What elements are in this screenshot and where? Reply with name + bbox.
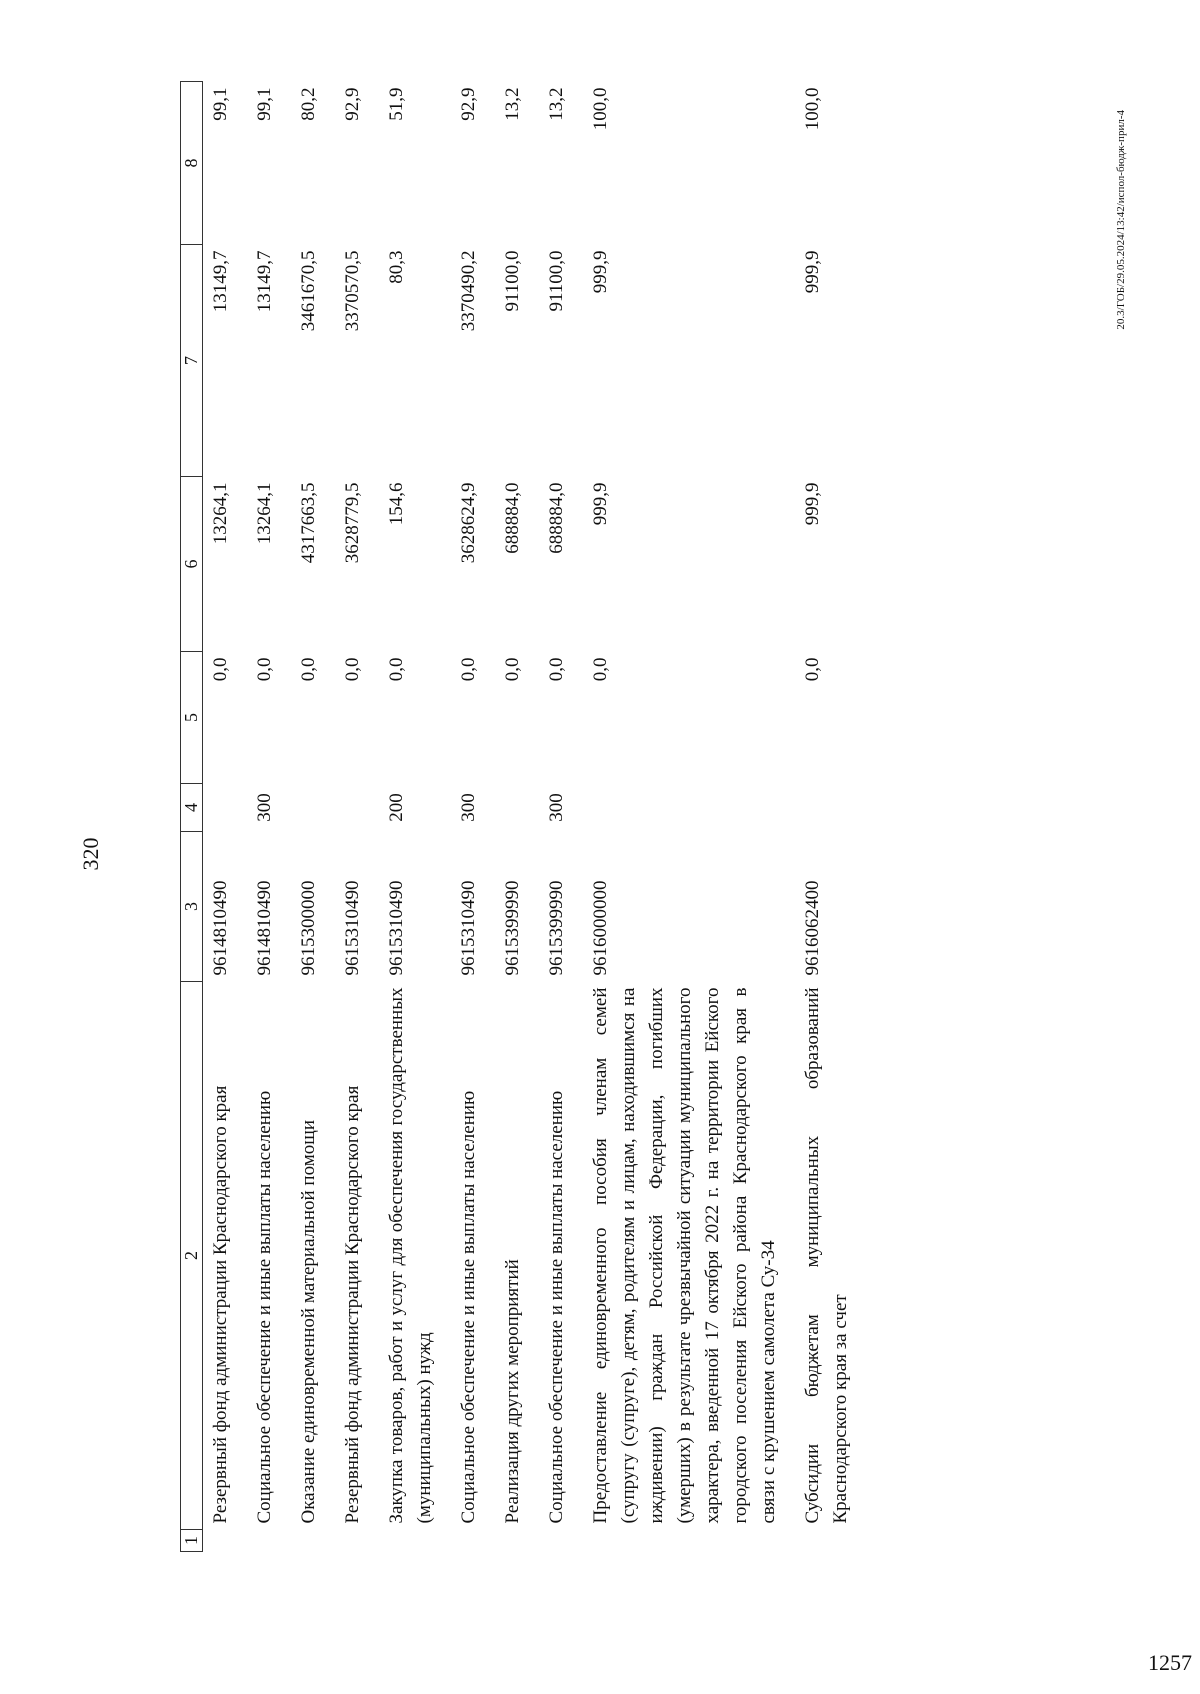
row-index <box>247 1530 291 1552</box>
row-code: 9616062400 <box>802 880 823 976</box>
row-col8: 80,2 <box>298 87 319 121</box>
row-col7: 3370490,2 <box>458 250 479 332</box>
row-col5: 0,0 <box>342 657 363 682</box>
row-type: 300 <box>546 793 567 822</box>
row-type <box>583 784 795 832</box>
row-type: 200 <box>386 793 407 822</box>
row-col5: 0,0 <box>298 657 319 682</box>
row-index <box>451 1530 495 1552</box>
row-col6: 688884,0 <box>502 482 523 554</box>
header-row <box>181 82 203 1552</box>
table-row <box>795 82 867 1552</box>
row-index <box>795 1530 867 1552</box>
row-col6: 999,9 <box>802 482 823 526</box>
row-name: Предоставление единовременного пособия членам семей (супругу (супруге), детям, родителям и лицам, находившимся на иждивении) граждан Российской Федерации, погибших (умерших) в результате чрезвычайной ситуации муниципального характера, введенной 17 октября 2022 г. на территории Ейского городского поселения Ейского района Краснодарского края в связи с крушением самолета Су-34 <box>590 987 779 1524</box>
row-name: Реализация других мероприятий <box>502 1259 523 1524</box>
row-col5: 0,0 <box>254 657 275 682</box>
row-code: 9615399990 <box>546 880 567 976</box>
row-name: Субсидии бюджетам муниципальных образований Краснодарского края за счет <box>802 987 851 1524</box>
row-col8: 51,9 <box>386 87 407 121</box>
row-col7: 3461670,5 <box>298 250 319 332</box>
row-type <box>291 784 335 832</box>
row-col7: 13149,7 <box>210 250 231 313</box>
table-row <box>335 82 379 1552</box>
row-index <box>291 1530 335 1552</box>
row-code: 9616000000 <box>590 880 611 976</box>
row-col8: 100,0 <box>590 87 611 131</box>
row-type <box>795 784 867 832</box>
row-name: Социальное обеспечение и иные выплаты населению <box>254 1090 275 1524</box>
col-header: 3 <box>181 832 203 982</box>
row-col6: 688884,0 <box>546 482 567 554</box>
row-index <box>203 1530 248 1552</box>
col-header: 5 <box>181 652 203 784</box>
col-header: 2 <box>181 982 203 1530</box>
row-col7: 999,9 <box>802 250 823 294</box>
row-name: Оказание единовременной материальной помощи <box>298 1119 319 1524</box>
page-number: 320 <box>78 837 103 871</box>
row-code: 9615399990 <box>502 880 523 976</box>
row-code: 9615310490 <box>342 880 363 976</box>
row-index <box>583 1530 795 1552</box>
row-index <box>335 1530 379 1552</box>
table-row <box>583 82 795 1552</box>
row-col6: 3628779,5 <box>342 482 363 564</box>
row-index <box>539 1530 583 1552</box>
sheet-number: 1257 <box>1148 1650 1192 1675</box>
row-col6: 13264,1 <box>254 482 275 545</box>
document-reference: 20.3/ГОБ/29.05.2024/13:42/испол-бюдж-прил-4 <box>1115 110 1127 330</box>
row-col6: 13264,1 <box>210 482 231 545</box>
col-header: 1 <box>181 1530 203 1552</box>
row-col8: 13,2 <box>502 87 523 121</box>
row-col8: 99,1 <box>210 87 231 121</box>
row-col5: 0,0 <box>590 657 611 682</box>
budget-table <box>180 81 867 1552</box>
row-col6: 3628624,9 <box>458 482 479 564</box>
row-code: 9615310490 <box>386 880 407 976</box>
table-row <box>495 82 539 1552</box>
row-col6: 154,6 <box>386 482 407 526</box>
row-col5: 0,0 <box>386 657 407 682</box>
col-header: 8 <box>181 82 203 245</box>
row-col5: 0,0 <box>458 657 479 682</box>
table-row <box>203 82 248 1552</box>
row-name: Социальное обеспечение и иные выплаты населению <box>458 1090 479 1524</box>
row-col5: 0,0 <box>802 657 823 682</box>
col-header: 7 <box>181 245 203 477</box>
row-type <box>203 784 248 832</box>
row-code: 9614810490 <box>254 880 275 976</box>
table-row <box>451 82 495 1552</box>
row-col8: 99,1 <box>254 87 275 121</box>
row-index <box>495 1530 539 1552</box>
row-name: Резервный фонд администрации Краснодарского края <box>210 1085 231 1524</box>
row-name: Резервный фонд администрации Краснодарского края <box>342 1085 363 1524</box>
row-col7: 999,9 <box>590 250 611 294</box>
row-type <box>495 784 539 832</box>
row-type: 300 <box>458 793 479 822</box>
row-col7: 13149,7 <box>254 250 275 313</box>
row-code: 9615300000 <box>298 880 319 976</box>
row-col8: 100,0 <box>802 87 823 131</box>
row-col7: 91100,0 <box>502 250 523 312</box>
row-col8: 13,2 <box>546 87 567 121</box>
row-col6: 4317663,5 <box>298 482 319 564</box>
table-row <box>291 82 335 1552</box>
row-type: 300 <box>254 793 275 822</box>
row-col7: 80,3 <box>386 250 407 284</box>
row-index <box>379 1530 451 1552</box>
row-col5: 0,0 <box>546 657 567 682</box>
col-header: 6 <box>181 477 203 652</box>
table-row <box>539 82 583 1552</box>
row-type <box>335 784 379 832</box>
row-col7: 3370570,5 <box>342 250 363 332</box>
row-code: 9614810490 <box>210 880 231 976</box>
col-header: 4 <box>181 784 203 832</box>
table-row <box>379 82 451 1552</box>
table-row <box>247 82 291 1552</box>
row-col7: 91100,0 <box>546 250 567 312</box>
row-col5: 0,0 <box>502 657 523 682</box>
row-col8: 92,9 <box>342 87 363 121</box>
row-code: 9615310490 <box>458 880 479 976</box>
row-name: Социальное обеспечение и иные выплаты населению <box>546 1090 567 1524</box>
row-name: Закупка товаров, работ и услуг для обеспечения государственных (муниципальных) нужд <box>386 987 435 1524</box>
row-col8: 92,9 <box>458 87 479 121</box>
row-col5: 0,0 <box>210 657 231 682</box>
row-col6: 999,9 <box>590 482 611 526</box>
